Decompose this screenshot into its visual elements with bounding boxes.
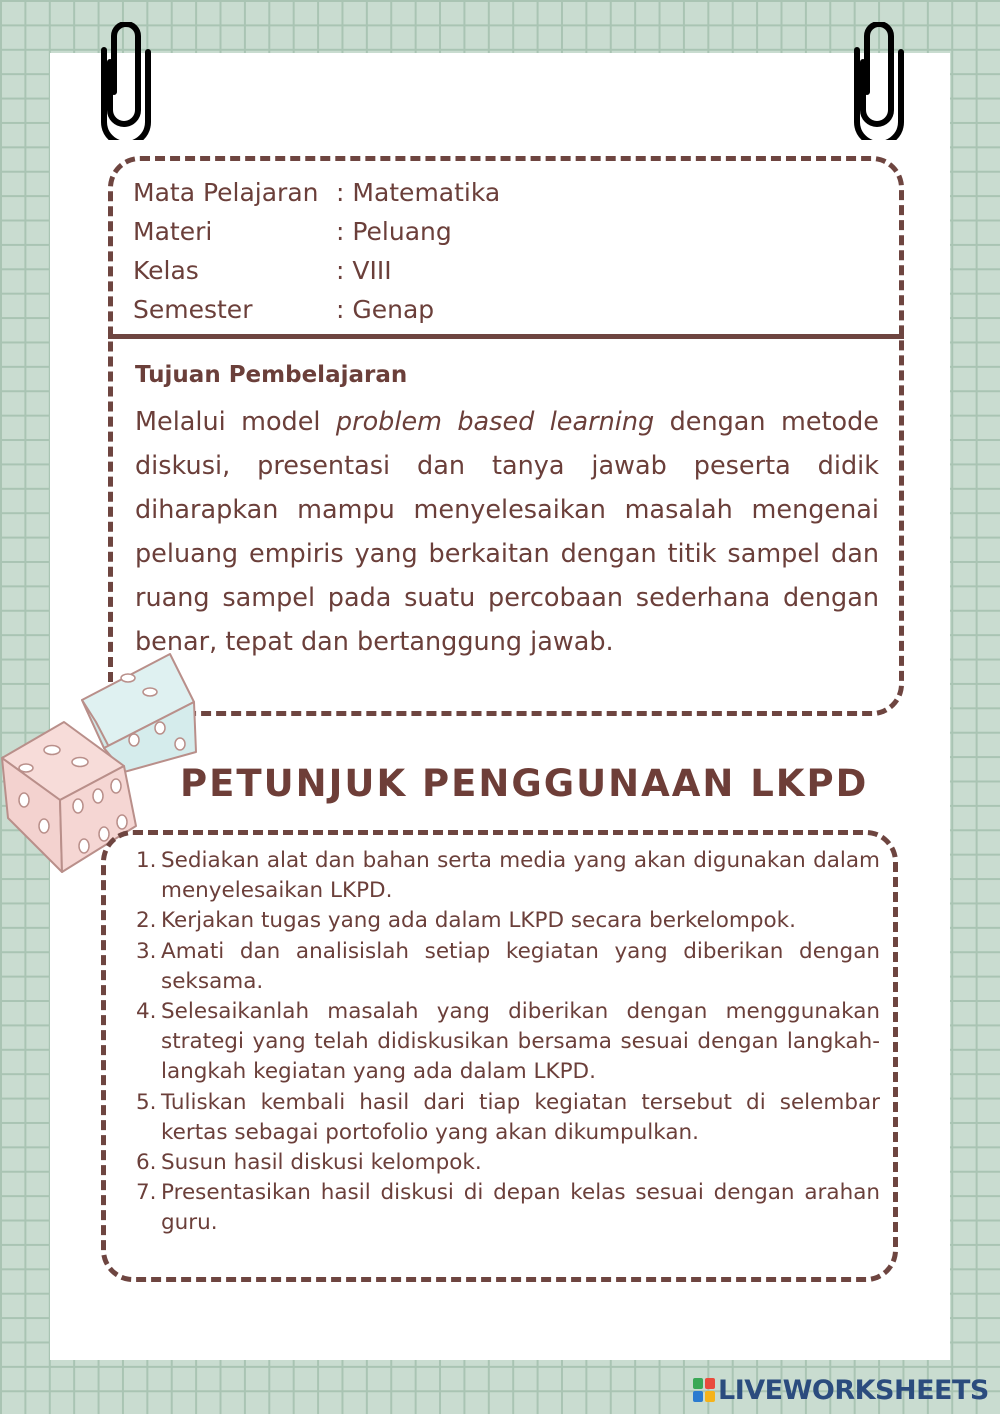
step-item <box>136 1178 880 1238</box>
tujuan-text-after: dengan metode diskusi, presentasi dan tanya jawab peserta didik diharapkan mampu menyelesaikan masalah mengenai peluang empiris yang berkaitan dengan titik sampel dan ruang sampel pada suatu percobaan sederhana dengan benar, tepat dan bertanggung jawab. <box>135 407 879 657</box>
step-text: Presentasikan hasil diskusi di depan kelas sesuai dengan arahan guru. <box>161 1180 880 1236</box>
liveworksheets-logo[interactable] <box>692 1374 989 1406</box>
step-text: Kerjakan tugas yang ada dalam LKPD secara berkelompok. <box>161 908 796 934</box>
step-number: 3. <box>136 938 157 964</box>
kelas-label: Kelas <box>133 256 199 285</box>
mata-pelajaran-value: : Matematika <box>336 178 501 207</box>
tujuan-text-before: Melalui model <box>135 407 336 437</box>
semester-value: : Genap <box>336 295 435 324</box>
step-item <box>136 937 880 997</box>
tujuan-title: Tujuan Pembelajaran <box>135 362 408 388</box>
materi-value: : Peluang <box>336 217 452 246</box>
step-text: Amati dan analisislah setiap kegiatan yang diberikan dengan seksama. <box>161 938 880 994</box>
steps-list <box>136 846 880 1239</box>
step-number: 2. <box>136 908 157 934</box>
step-item <box>136 906 880 936</box>
tujuan-text-italic: problem based learning <box>335 407 655 437</box>
step-item <box>136 997 880 1088</box>
step-item <box>136 846 880 906</box>
step-number: 5. <box>136 1089 157 1115</box>
step-number: 7. <box>136 1180 157 1206</box>
step-item <box>136 1088 880 1148</box>
step-text: Sediakan alat dan bahan serta media yang akan digunakan dalam menyelesaikan LKPD. <box>161 848 880 904</box>
step-number: 6. <box>136 1150 157 1176</box>
mata-pelajaran-label: Mata Pelajaran <box>133 178 319 207</box>
liveworksheets-logo-icon <box>692 1377 716 1403</box>
info-divider <box>108 334 904 339</box>
step-number: 1. <box>136 848 157 873</box>
step-text: Tuliskan kembali hasil dari tiap kegiatan tersebut di selembar kertas sebagai portofolio yang akan dikumpulkan. <box>161 1089 880 1145</box>
semester-label: Semester <box>133 295 253 324</box>
materi-label: Materi <box>133 217 213 246</box>
petunjuk-title: PETUNJUK PENGGUNAAN LKPD <box>180 762 869 805</box>
step-number: 4. <box>136 999 157 1025</box>
step-item <box>136 1148 880 1178</box>
paperclip-right-icon <box>849 22 909 140</box>
liveworksheets-brand: LIVEWORKSHEETS <box>718 1374 989 1406</box>
paperclip-left-icon <box>96 22 156 140</box>
step-text: Susun hasil diskusi kelompok. <box>161 1150 482 1176</box>
tujuan-paragraph <box>135 400 879 664</box>
step-text: Selesaikanlah masalah yang diberikan dengan menggunakan strategi yang telah didiskusikan bersama sesuai dengan langkah-langkah kegiatan yang ada dalam LKPD. <box>161 999 880 1085</box>
kelas-value: : VIII <box>336 256 392 285</box>
